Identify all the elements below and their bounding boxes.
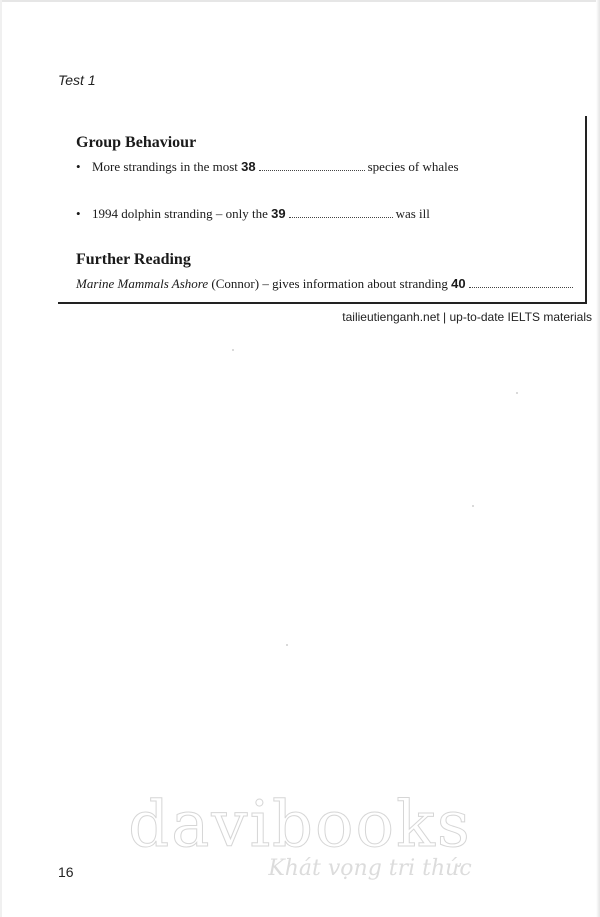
page-edge — [0, 0, 600, 2]
book-title: Marine Mammals Ashore — [76, 276, 209, 291]
further-reading-heading: Further Reading — [76, 251, 191, 268]
scan-speck — [516, 392, 518, 394]
page-edge-right — [596, 0, 600, 917]
answer-blank-38[interactable] — [259, 161, 365, 171]
answer-blank-40[interactable] — [469, 278, 573, 288]
watermark-logo — [0, 790, 600, 881]
reading-text: (Connor) – gives information about stranding — [211, 276, 448, 291]
item-39-text-after: was ill — [395, 206, 430, 221]
scan-speck — [286, 644, 288, 646]
page-number: 16 — [58, 864, 74, 880]
answer-blank-39[interactable] — [289, 208, 393, 218]
bullet-item-39 — [76, 206, 430, 222]
question-number-39: 39 — [271, 206, 286, 221]
watermark-sub: Khát vọng tri thức — [268, 856, 472, 881]
further-reading-item-40 — [76, 276, 576, 292]
scan-speck — [232, 349, 234, 351]
running-head: Test 1 — [58, 72, 96, 88]
bullet-dot: • — [76, 159, 81, 174]
watermark-main: davibooks — [128, 788, 472, 862]
bullet-dot: • — [76, 206, 81, 221]
page-edge-left — [0, 0, 2, 917]
source-line: tailieutienganh.net | up-to-date IELTS materials — [342, 310, 592, 324]
question-number-38: 38 — [241, 159, 256, 174]
scan-speck — [472, 505, 474, 507]
item-38-text-after: species of whales — [367, 159, 459, 174]
bullet-item-38 — [76, 159, 459, 175]
item-38-text-before: More strandings in the most — [92, 159, 238, 174]
item-39-text-before: 1994 dolphin stranding – only the — [92, 206, 268, 221]
group-behaviour-heading: Group Behaviour — [76, 134, 197, 151]
question-number-40: 40 — [451, 276, 466, 291]
